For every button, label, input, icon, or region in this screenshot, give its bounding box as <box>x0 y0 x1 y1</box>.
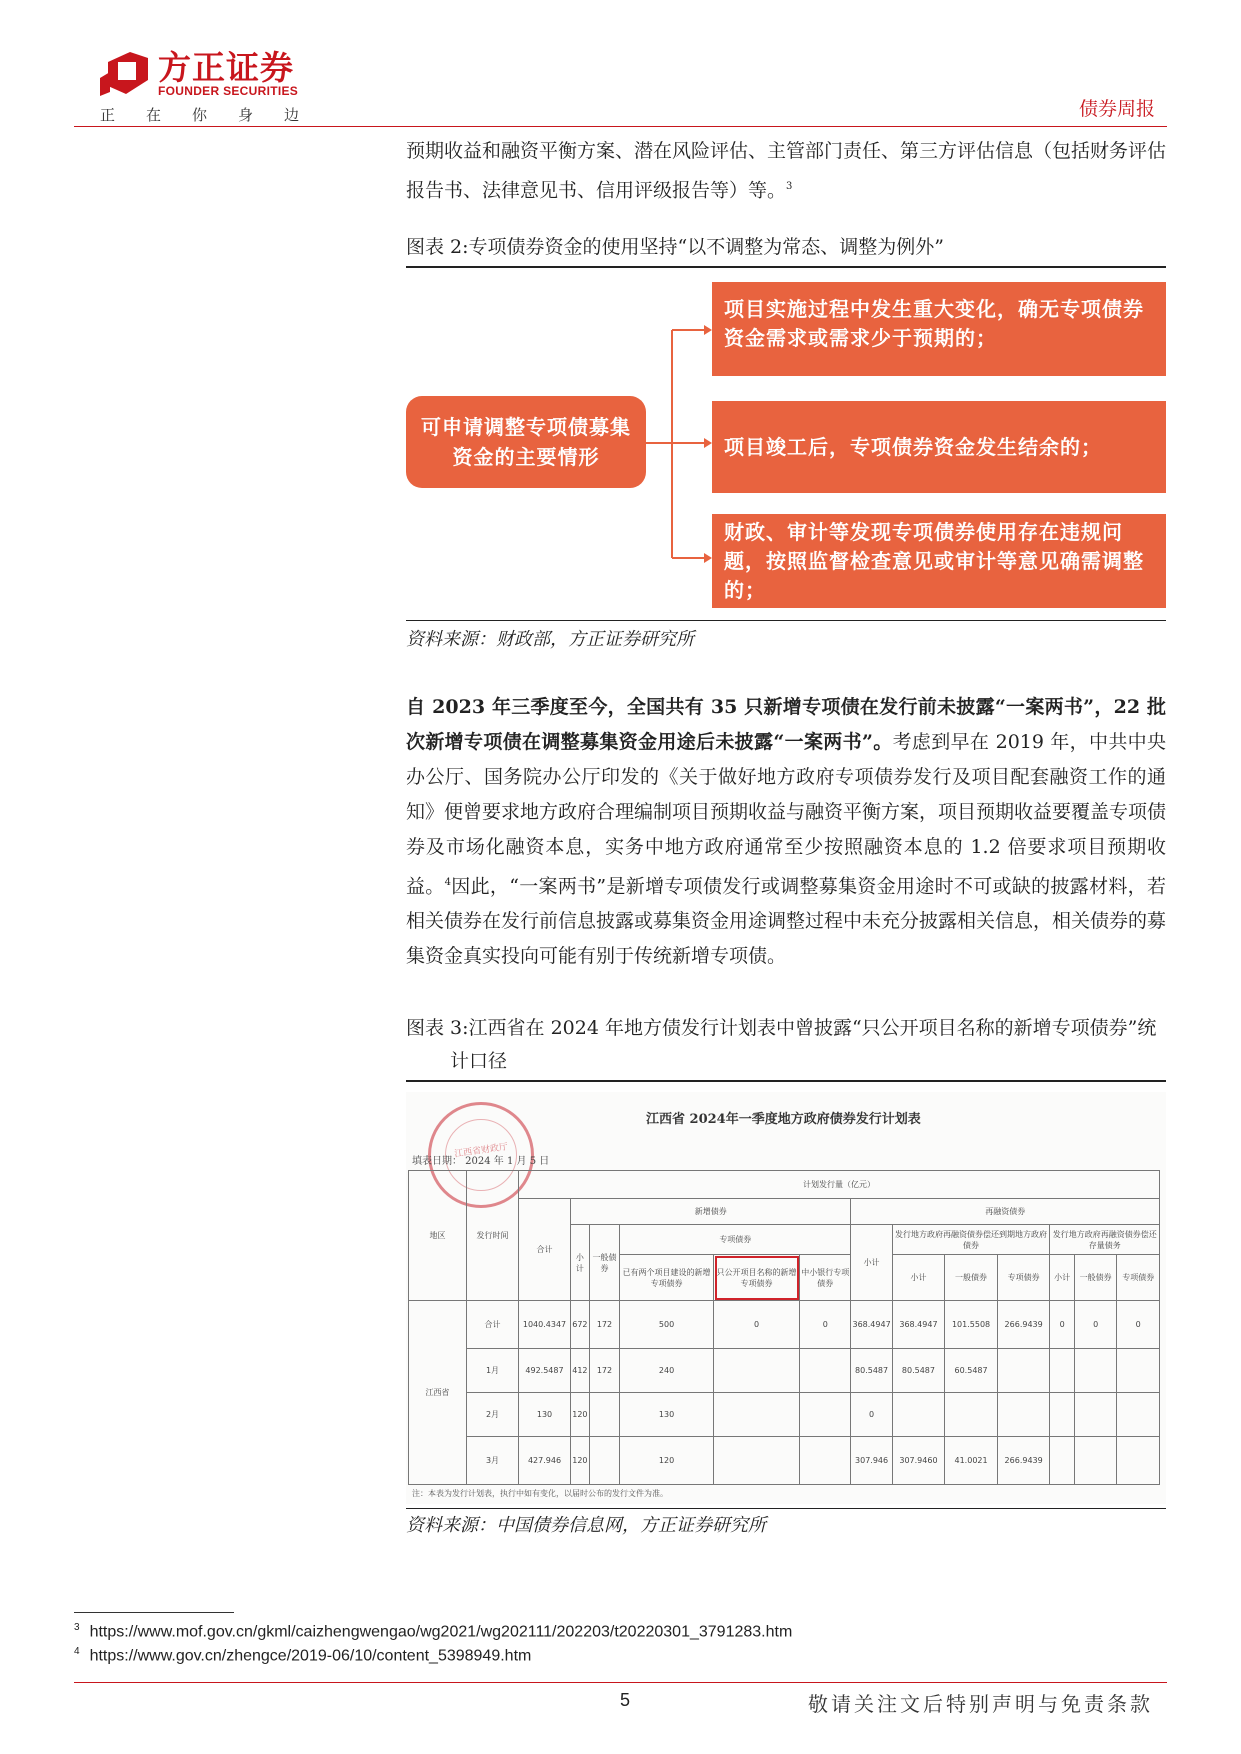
header-divider <box>74 126 1167 127</box>
cell <box>714 1437 800 1485</box>
cell: 130 <box>620 1393 714 1437</box>
cell: 60.5487 <box>945 1349 998 1393</box>
cell: 427.946 <box>519 1437 571 1485</box>
cell <box>892 1393 945 1437</box>
header-refi-b-subtotal: 小计 <box>1050 1255 1074 1301</box>
footnote-ref: 3 <box>786 181 793 192</box>
header-refi-a-subtotal: 小计 <box>892 1255 945 1301</box>
scanned-plan-table <box>406 1092 1166 1504</box>
seal-text: 江西省财政厅 <box>453 1142 509 1160</box>
cell: 80.5487 <box>851 1349 892 1393</box>
slogan: 正在你身边 <box>100 106 331 124</box>
founder-logo-icon <box>100 48 152 98</box>
cell: 0 <box>1117 1301 1160 1349</box>
cell <box>1050 1393 1074 1437</box>
cell: 1040.4347 <box>519 1301 571 1349</box>
cell <box>1050 1437 1074 1485</box>
footnote-url[interactable]: https://www.gov.cn/zhengce/2019-06/10/content_5398949.htm <box>89 1647 532 1665</box>
cell: 0 <box>800 1301 851 1349</box>
figure-2-top-rule <box>406 266 1166 268</box>
header-new: 新增债券 <box>571 1199 851 1225</box>
header-refi-a-general: 一般债券 <box>945 1255 998 1301</box>
cell: 492.5487 <box>519 1349 571 1393</box>
figure-2-title: 图表 2:专项债券资金的使用坚持“以不调整为常态、调整为例外” <box>406 236 944 258</box>
adjustment-diagram <box>406 282 1166 612</box>
cell: 412 <box>571 1349 590 1393</box>
header-total: 合计 <box>519 1199 571 1301</box>
cell: 266.9439 <box>997 1437 1050 1485</box>
figure-2 <box>406 232 1166 655</box>
report-type: 债券周报 <box>1078 98 1155 120</box>
header-special-a: 已有两个项目建设的新增专项债券 <box>620 1255 714 1301</box>
header-refi-b-special: 专项债券 <box>1117 1255 1160 1301</box>
row-label: 3月 <box>467 1437 519 1485</box>
cell: 672 <box>571 1301 590 1349</box>
page-number: 5 <box>620 1690 631 1710</box>
cell: 120 <box>571 1437 590 1485</box>
cell: 172 <box>589 1349 619 1393</box>
header-refi-subtotal: 小计 <box>851 1225 892 1301</box>
footnote-4 <box>74 1646 531 1665</box>
body-text-2: 因此，“一案两书”是新增专项债发行或调整募集资金用途时不可或缺的披露材料，若相关债券在发行前信息披露或募集资金用途调整过程中未充分披露相关信息，相关债券的募集资金真实投向可能有别于传统新增专项债。 <box>406 875 1167 968</box>
cell <box>1117 1349 1160 1393</box>
cell: 368.4947 <box>851 1301 892 1349</box>
header-refi: 再融资债券 <box>851 1199 1160 1225</box>
figure-3 <box>406 1012 1166 1541</box>
header-refi-a: 发行地方政府再融资债券偿还到期地方政府债券 <box>892 1225 1050 1255</box>
cell <box>589 1393 619 1437</box>
cell: 307.946 <box>851 1437 892 1485</box>
cell <box>714 1393 800 1437</box>
figure-2-source: 资料来源：财政部，方正证券研究所 <box>406 629 694 650</box>
cell <box>997 1393 1050 1437</box>
logo-chinese-name: 方正证券 <box>158 48 294 87</box>
row-label: 合计 <box>467 1301 519 1349</box>
condition-box-3: 财政、审计等发现专项债券使用存在违规问题，按照监督检查意见或审计等意见确需调整的； <box>712 514 1166 608</box>
header-special-b: 只公开项目名称的新增专项债券 <box>714 1255 800 1301</box>
cell <box>714 1349 800 1393</box>
footer-divider <box>74 1682 1167 1683</box>
body-paragraph <box>406 690 1166 974</box>
footnote-number: 3 <box>74 1622 80 1633</box>
cell <box>1074 1349 1117 1393</box>
body-bold-lead: 自 2023 年三季度至今，全国共有 35 只新增专项债在发行前未披露“一案两书”，22 批次新增专项债在调整募集资金用途后未披露“一案两书”。 <box>406 696 1166 753</box>
footnote-number: 4 <box>74 1646 80 1657</box>
figure-3-title: 图表 3:江西省在 2024 年地方债发行计划表中曾披露“只公开项目名称的新增专项债券”统计口径 <box>406 1017 1157 1072</box>
cell <box>1117 1437 1160 1485</box>
cell: 240 <box>620 1349 714 1393</box>
cell: 120 <box>620 1437 714 1485</box>
cell: 368.4947 <box>892 1301 945 1349</box>
header-refi-b: 发行地方政府再融资债券偿还存量债务 <box>1050 1225 1160 1255</box>
figure-3-bottom-rule <box>406 1508 1166 1509</box>
disclaimer-note: 敬请关注文后特别声明与免责条款 <box>808 1692 1153 1716</box>
figure-3-top-rule <box>406 1080 1166 1082</box>
cell: 130 <box>519 1393 571 1437</box>
condition-box-2: 项目竣工后，专项债券资金发生结余的； <box>712 401 1166 493</box>
footnote-ref-4: 4 <box>444 877 451 888</box>
intro-section <box>406 134 1166 208</box>
scan-title: 江西省 2024年一季度地方政府债券发行计划表 <box>646 1112 921 1127</box>
cell: 500 <box>620 1301 714 1349</box>
header-refi-b-general: 一般债券 <box>1074 1255 1117 1301</box>
header-special-c: 中小银行专项债券 <box>800 1255 851 1301</box>
footnote-url[interactable]: https://www.mof.gov.cn/gkml/caizhengwengao/wg2021/wg202111/202203/t20220301_3791283.htm <box>89 1623 793 1641</box>
footnote-divider <box>74 1612 234 1613</box>
cell <box>589 1437 619 1485</box>
cell <box>1117 1393 1160 1437</box>
row-label: 1月 <box>467 1349 519 1393</box>
body-section <box>406 690 1166 974</box>
body-text-1: 考虑到早在 2019 年，中共中央办公厅、国务院办公厅印发的《关于做好地方政府专项债券发行及项目配套融资工作的通知》便曾要求地方政府合理编制项目预期收益与融资平衡方案，项目预期收益要覆盖专项债券及市场化融资本息，实务中地方政府通常至少按照融资本息的 1.2 倍要求项目预期收益。 <box>406 731 1167 898</box>
figure-3-source: 资料来源：中国债券信息网，方正证券研究所 <box>406 1515 766 1536</box>
header-time: 发行时间 <box>467 1171 519 1301</box>
issuance-plan-table <box>408 1170 1160 1485</box>
cell: 80.5487 <box>892 1349 945 1393</box>
scan-note: 注：本表为发行计划表，执行中如有变化，以届时公布的发行文件为准。 <box>412 1489 668 1498</box>
cell <box>800 1393 851 1437</box>
condition-box-1: 项目实施过程中发生重大变化，确无专项债券资金需求或需求少于预期的； <box>712 282 1166 376</box>
center-box: 可申请调整专项债募集资金的主要情形 <box>406 396 646 488</box>
header-region: 地区 <box>409 1171 467 1301</box>
cell: 101.5508 <box>945 1301 998 1349</box>
cell <box>997 1349 1050 1393</box>
intro-paragraph <box>406 134 1166 208</box>
cell: 0 <box>1074 1301 1117 1349</box>
province-cell: 江西省 <box>409 1301 467 1485</box>
figure-2-bottom-rule <box>406 620 1166 621</box>
cell <box>800 1349 851 1393</box>
row-label: 2月 <box>467 1393 519 1437</box>
cell: 41.0021 <box>945 1437 998 1485</box>
header-new-general: 一般债券 <box>589 1225 619 1301</box>
cell: 0 <box>851 1393 892 1437</box>
header-new-special: 专项债券 <box>620 1225 851 1255</box>
header-plan: 计划发行量（亿元） <box>519 1171 1160 1199</box>
cell: 0 <box>714 1301 800 1349</box>
fill-date: 填表日期： 2024 年 1 月 5 日 <box>412 1156 550 1167</box>
cell <box>1050 1349 1074 1393</box>
cell <box>1074 1393 1117 1437</box>
cell: 120 <box>571 1393 590 1437</box>
cell <box>800 1437 851 1485</box>
intro-text: 预期收益和融资平衡方案、潜在风险评估、主管部门责任、第三方评估信息（包括财务评估报告书、法律意见书、信用评级报告等）等。 <box>406 140 1167 202</box>
cell <box>945 1393 998 1437</box>
cell <box>1074 1437 1117 1485</box>
footnote-3 <box>74 1622 792 1641</box>
cell: 266.9439 <box>997 1301 1050 1349</box>
cell: 0 <box>1050 1301 1074 1349</box>
header-new-subtotal: 小计 <box>571 1225 590 1301</box>
cell: 172 <box>589 1301 619 1349</box>
logo-english-name: FOUNDER SECURITIES <box>158 84 299 98</box>
cell: 307.9460 <box>892 1437 945 1485</box>
header-refi-a-special: 专项债券 <box>997 1255 1050 1301</box>
